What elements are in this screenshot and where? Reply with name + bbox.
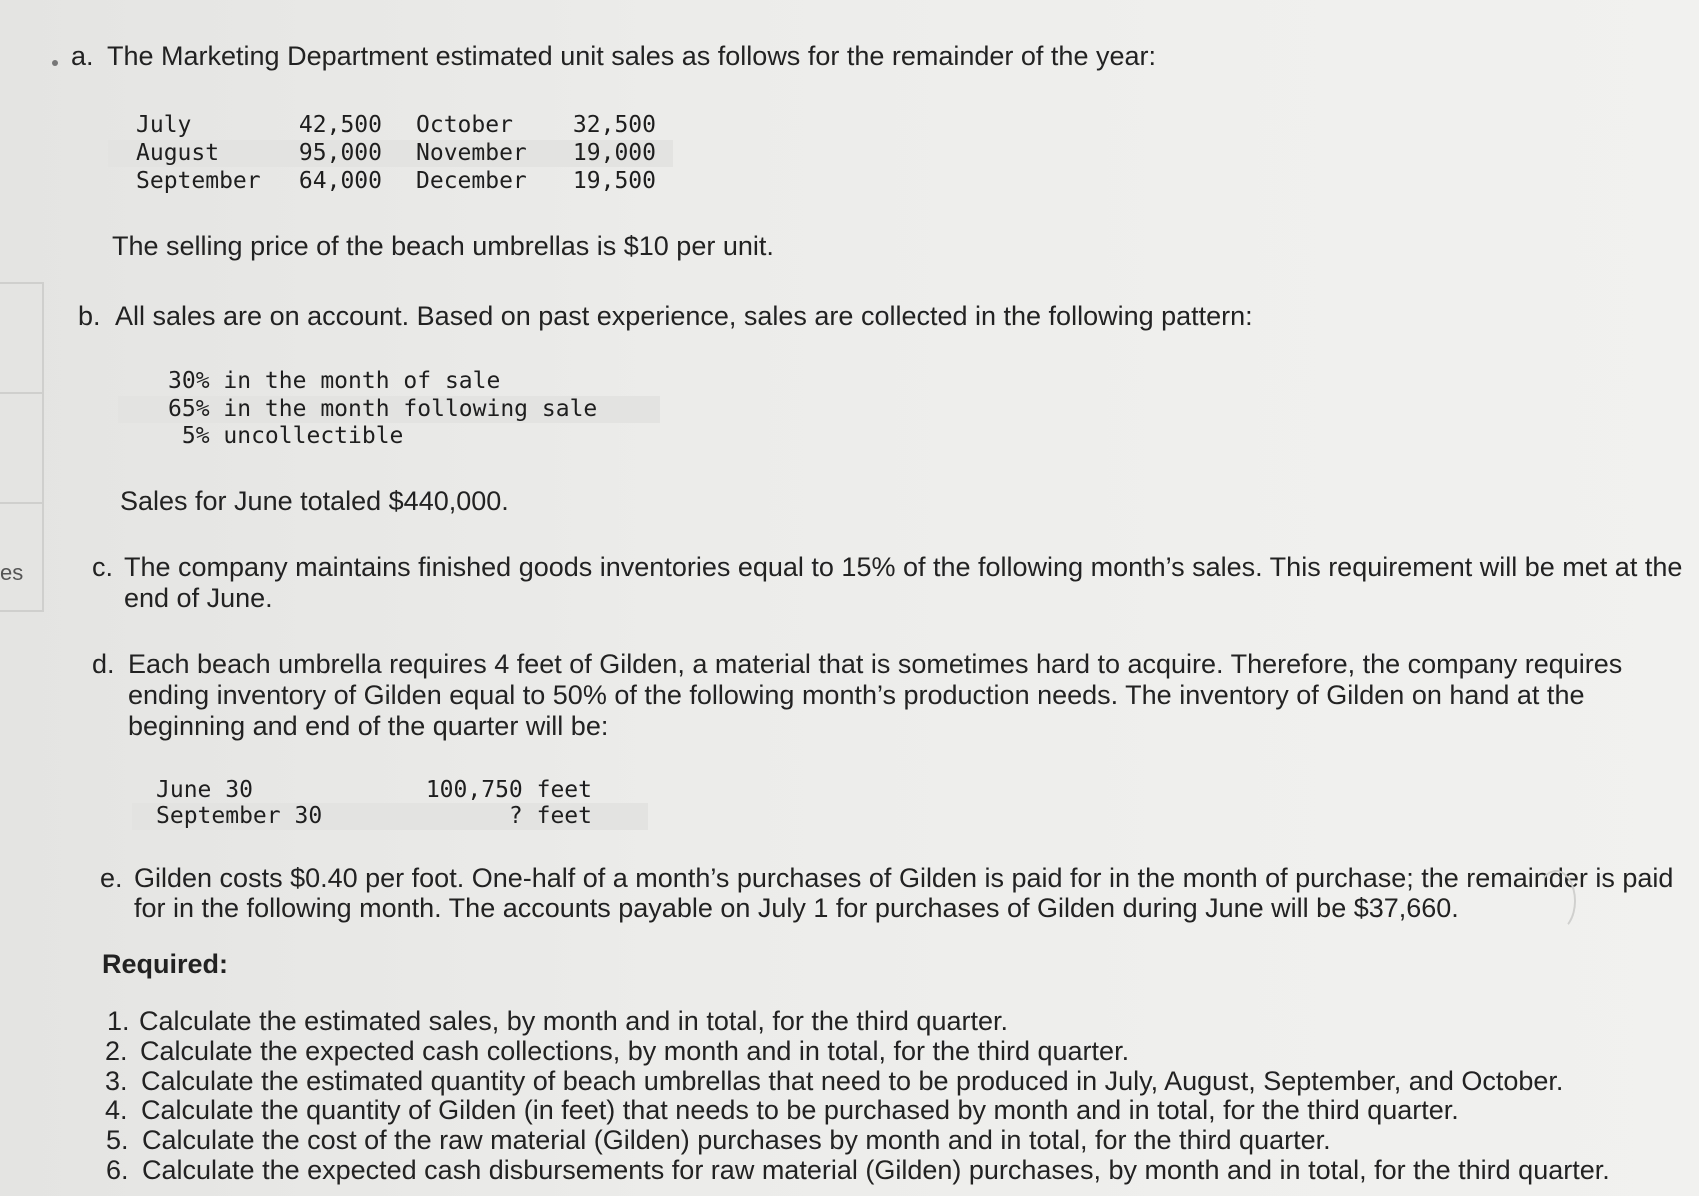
feet-cell: ? feet [508,803,592,829]
item-marker-c: c. [92,552,114,582]
units-cell: 95,000 [298,140,382,166]
margin-rule [0,282,44,284]
section-a-text: The Marketing Department estimated unit sales as follows for the remainder of the year: [107,41,1156,71]
units-cell: 32,500 [572,112,656,138]
units-cell: 19,500 [572,168,656,194]
section-b-text: All sales are on account. Based on past experience, sales are collected in the following pattern: [115,301,1253,331]
month-cell: November [416,140,527,166]
required-item-number: 5. [106,1125,129,1155]
required-item-text: Calculate the estimated sales, by month and in total, for the third quarter. [139,1006,1008,1036]
section-c-line2: end of June. [124,583,273,613]
item-marker-a: a. [71,41,94,71]
pattern-line: 5% uncollectible [168,423,404,449]
units-cell: 19,000 [572,140,656,166]
item-marker-e: e. [100,863,123,893]
month-cell: July [136,112,192,138]
section-e-line2: for in the following month. The accounts payable on July 1 for purchases of Gilden during June will be $37,660. [134,893,1459,923]
margin-rule [0,502,44,504]
units-cell: 42,500 [298,112,382,138]
section-e-line1: Gilden costs $0.40 per foot. One-half of a month’s purchases of Gilden is paid for in the month of purchase; the remainder is paid [134,863,1674,893]
june-sales-text: Sales for June totaled $440,000. [120,486,509,516]
date-cell: June 30 [156,777,253,803]
item-marker-b: b. [78,301,101,331]
section-c-line1: The company maintains finished goods inventories equal to 15% of the following month’s sales. This requirement will be met at the [124,552,1683,582]
date-cell: September 30 [156,803,323,829]
required-item-number: 2. [105,1036,128,1066]
margin-rule [0,392,44,394]
month-cell: October [416,112,513,138]
required-item-text: Calculate the cost of the raw material (Gilden) purchases by month and in total, for the third quarter. [142,1125,1331,1155]
required-item-number: 4. [105,1095,128,1125]
month-cell: September [136,168,261,194]
month-cell: December [416,168,527,194]
item-marker-d: d. [92,649,115,679]
feet-cell: 100,750 feet [425,777,592,803]
pattern-line: 30% in the month of sale [168,368,501,394]
margin-rule [42,282,44,612]
pattern-line: 65% in the month following sale [168,396,598,422]
required-item-number: 1. [107,1006,130,1036]
required-item-text: Calculate the expected cash disbursements for raw material (Gilden) purchases, by month and in total, for the third quarter. [142,1155,1610,1185]
required-item-number: 3. [105,1066,128,1096]
required-heading: Required: [102,949,229,979]
pen-mark [1536,870,1576,932]
bullet-dot [52,60,58,66]
required-item-text: Calculate the quantity of Gilden (in feet) that needs to be purchased by month and in total, for the third quarter. [141,1095,1459,1125]
required-item-text: Calculate the expected cash collections, by month and in total, for the third quarter. [140,1036,1130,1066]
month-cell: August [136,140,220,166]
section-d-line1: Each beach umbrella requires 4 feet of Gilden, a material that is sometimes hard to acquire. Therefore, the company requires [128,649,1623,679]
margin-rule [0,610,44,612]
required-item-text: Calculate the estimated quantity of beach umbrellas that need to be produced in July, August, September, and October. [141,1066,1564,1096]
units-cell: 64,000 [298,168,382,194]
required-item-number: 6. [106,1155,129,1185]
section-d-line3: beginning and end of the quarter will be: [128,711,609,741]
selling-price-text: The selling price of the beach umbrellas is $10 per unit. [112,231,774,261]
margin-text: es [0,560,24,585]
section-d-line2: ending inventory of Gilden equal to 50% of the following month’s production needs. The inventory of Gilden on hand at the [128,680,1585,710]
